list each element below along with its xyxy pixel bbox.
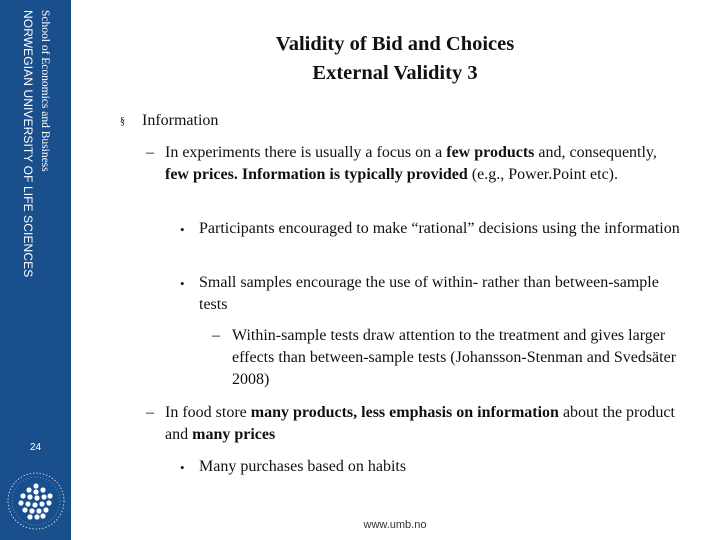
dot-bullet-icon: • [180, 222, 185, 237]
point-text: Small samples encourage the use of within- rather than between-sample tests [199, 274, 659, 313]
dash-bullet-icon: – [212, 327, 220, 344]
title-line-2: External Validity 3 [312, 62, 478, 84]
sub-bullet-food-store [146, 402, 676, 446]
sidebar [0, 0, 71, 540]
point-text: Many purchases based on habits [199, 458, 407, 475]
bullet-text: Information [142, 112, 219, 129]
slide-title [200, 30, 590, 88]
dash-bullet-icon: – [146, 404, 154, 421]
footer-url: www.umb.no [363, 519, 427, 531]
point-text: Participants encouraged to make “rational” decisions using the information [199, 220, 680, 237]
square-bullet-icon: § [120, 116, 125, 127]
subpoint-within-sample [212, 325, 680, 391]
sub-bullet-text: In food store many products, less emphasis on information about the product and many prices [165, 404, 675, 443]
sub-bullet-text: In experiments there is usually a focus on a few products and, consequently, few prices. Information is typically provided (e.g., Power.Point etc). [165, 144, 657, 183]
point-participants [180, 218, 680, 241]
dash-bullet-icon: – [146, 144, 154, 161]
university-logo-icon [3, 470, 69, 532]
school-name: School of Economics and Business [39, 10, 51, 172]
dot-bullet-icon: • [180, 460, 185, 475]
university-name: NORWEGIAN UNIVERSITY OF LIFE SCIENCES [21, 10, 35, 278]
sub-bullet-experiments [146, 142, 676, 186]
point-small-samples [180, 272, 680, 316]
subpoint-text: Within-sample tests draw attention to the treatment and gives larger effects than between-sample tests (Johansson-Stenman and Svedsäter 2008) [232, 327, 677, 388]
title-line-1: Validity of Bid and Choices [275, 33, 515, 55]
point-habits [180, 456, 680, 479]
bullet-information [120, 110, 680, 133]
dot-bullet-icon: • [180, 276, 185, 291]
page-number: 24 [29, 442, 42, 453]
